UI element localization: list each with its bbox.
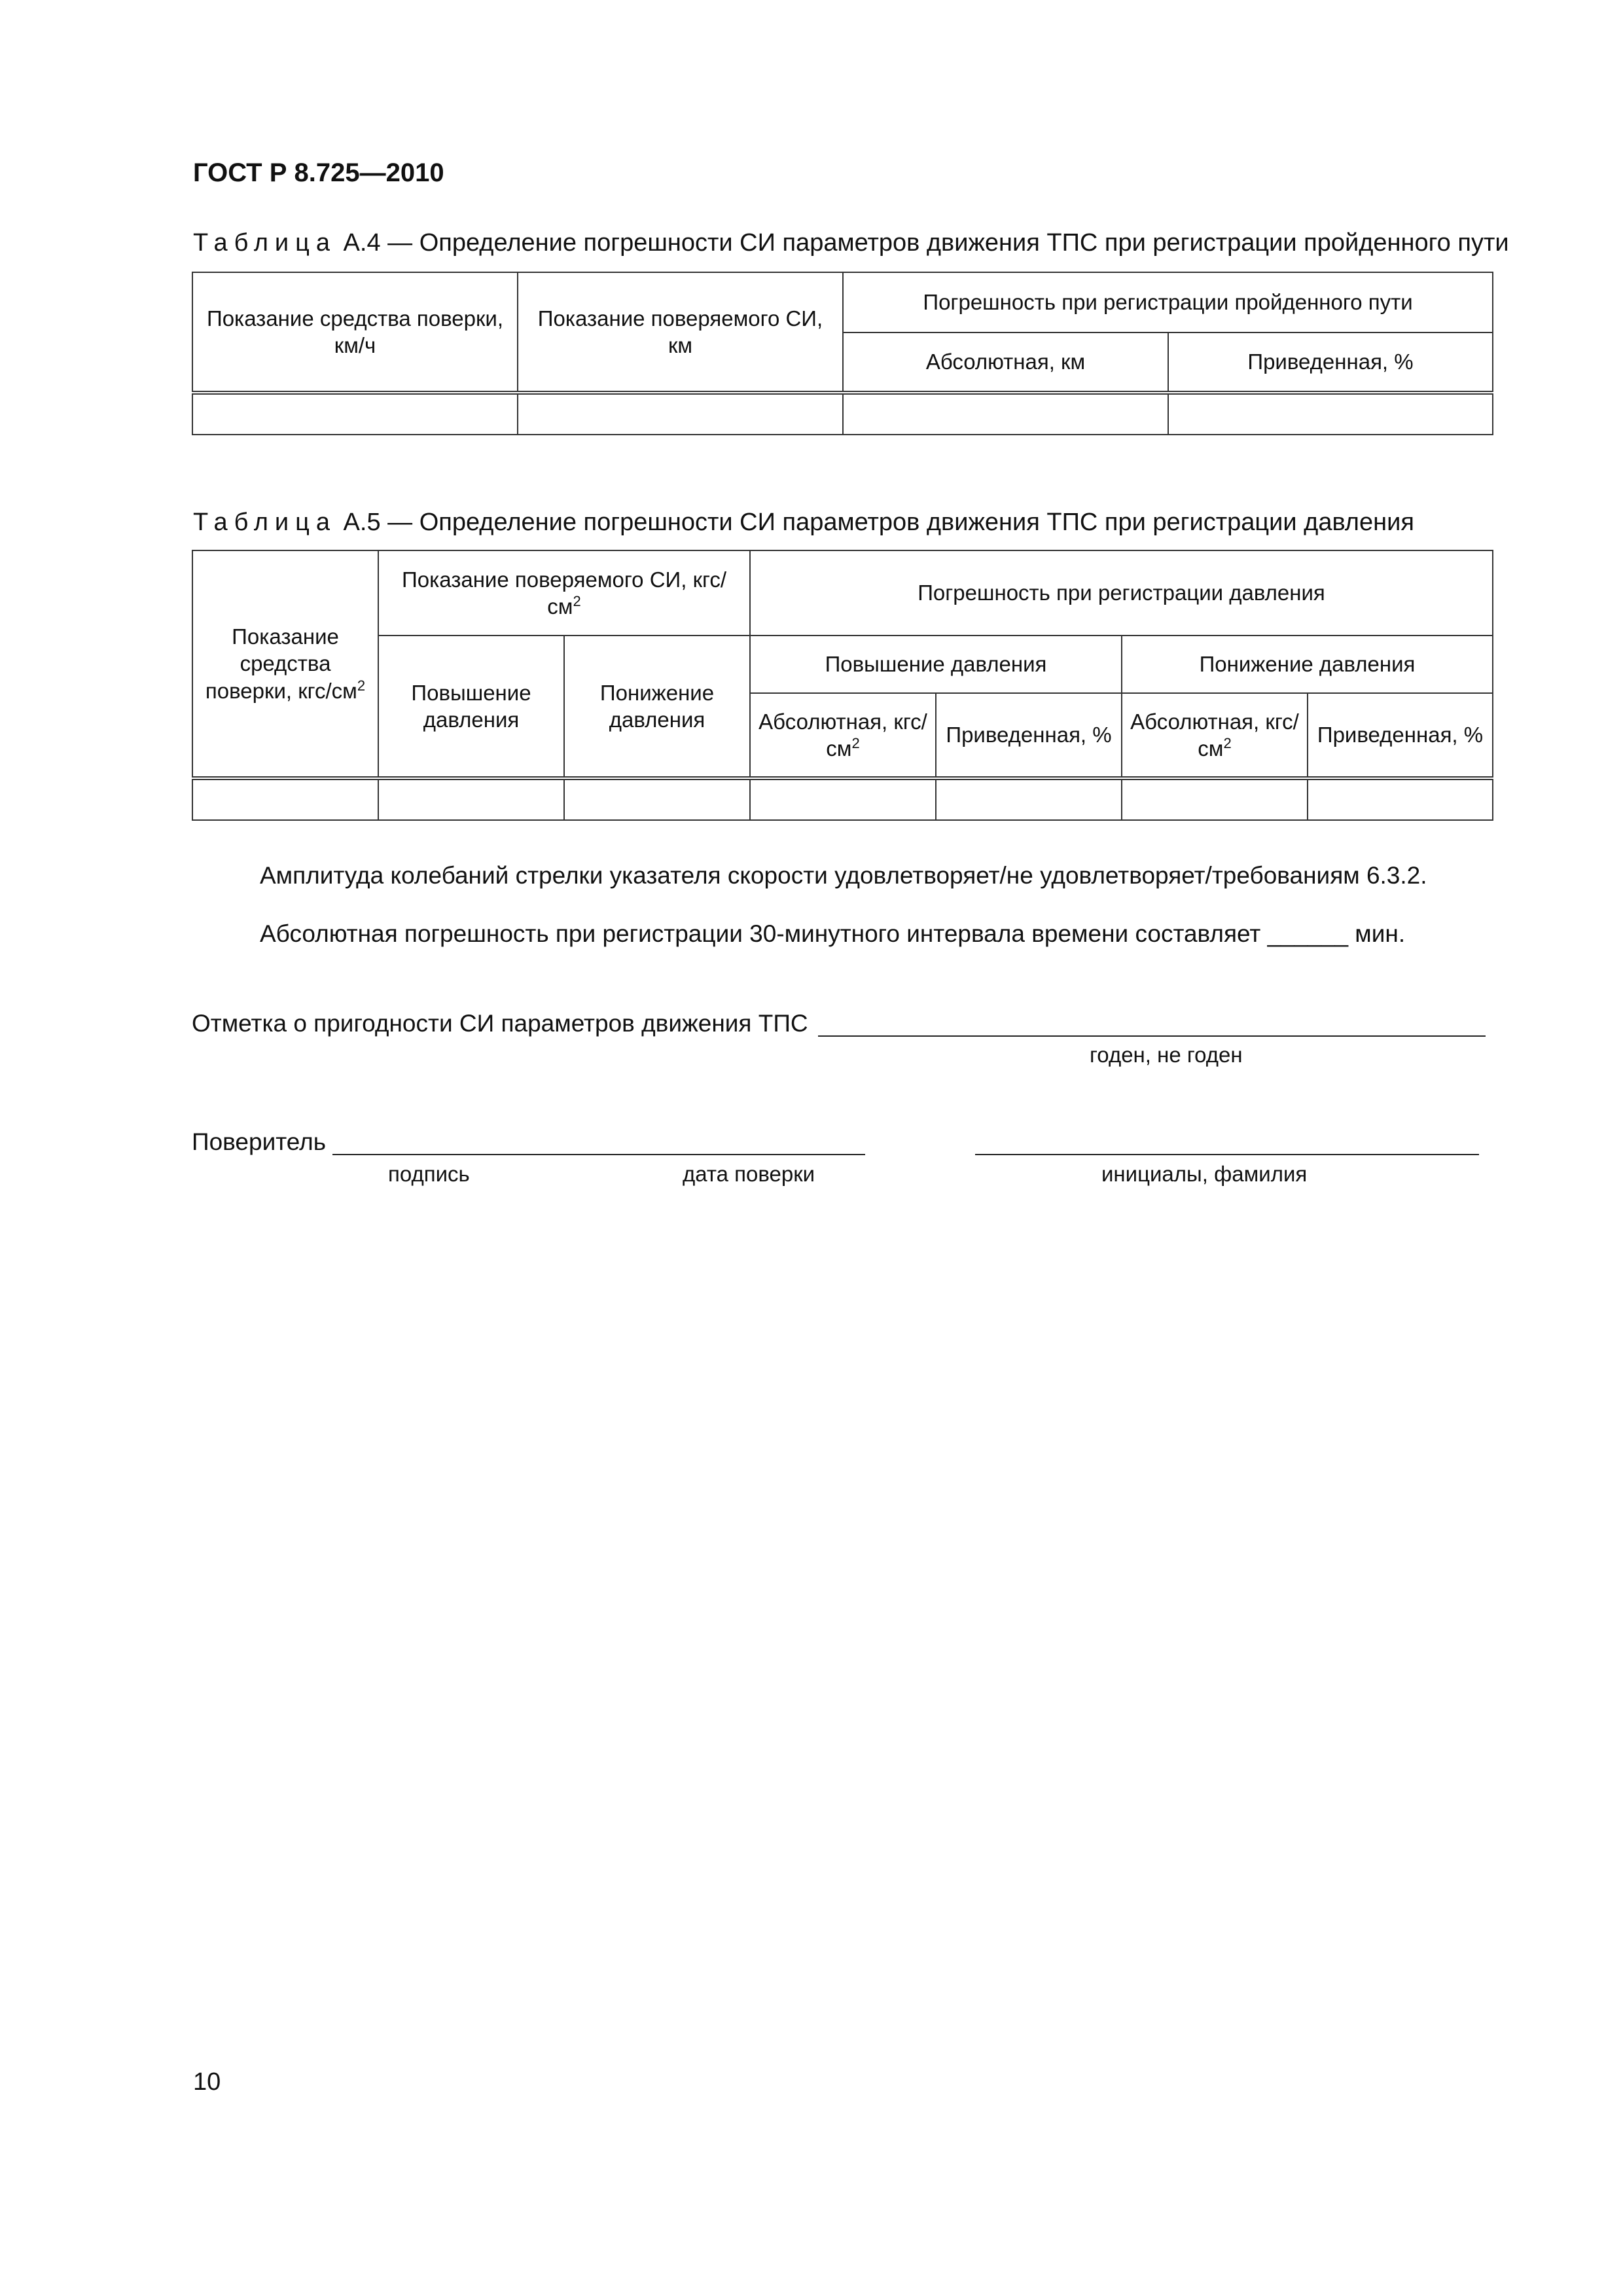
table-a4-col-error-group: Погрешность при регистрации пройденного пути [843, 272, 1493, 332]
table-a4-caption-text: А.4 — Определение погрешности СИ параметров движения ТПС при регистрации пройденного пути [336, 229, 1509, 257]
table-a5-col-up-relative: Приведенная, % [936, 693, 1122, 778]
table-a5-col-error-group: Погрешность при регистрации давления [750, 550, 1493, 636]
verifier-name-line [975, 1154, 1479, 1155]
table-a5-col-down-absolute: Абсолютная, кгс/$см^2$ [1122, 693, 1308, 778]
table-a5-col-reference: Показание средства поверки, кгс/$см^2$ [192, 550, 378, 778]
table-a5-cell [750, 778, 936, 820]
date-hint: дата поверки [683, 1162, 815, 1186]
table-a4-cell [192, 393, 518, 435]
table-a5-col-verified-down: Понижение давления [564, 636, 750, 778]
table-a4-col-relative: Приведенная, % [1168, 332, 1493, 393]
suitability-hint: годен, не годен [1090, 1043, 1243, 1067]
table-a4-col-reference: Показание средства поверки, км/ч [192, 272, 518, 393]
table-a5-cell [936, 778, 1122, 820]
table-a5 [192, 550, 1493, 821]
table-a4-cell [843, 393, 1168, 435]
page-number: 10 [193, 2068, 221, 2096]
verifier-signature-line [332, 1154, 865, 1155]
table-a5-cell [378, 778, 564, 820]
table-a5-cell [1308, 778, 1493, 820]
suitability-label: Отметка о пригодности СИ параметров движения ТПС [192, 1010, 808, 1037]
table-a4-col-absolute: Абсолютная, км [843, 332, 1168, 393]
amplitude-paragraph: Амплитуда колебаний стрелки указателя скорости удовлетворяет/не удовлетворяет/требованиям 6.3.2. [260, 862, 1427, 889]
table-a5-caption-label: Таблица [193, 509, 336, 536]
table-a5-caption [193, 509, 1414, 537]
table-a5-caption-text: А.5 — Определение погрешности СИ параметров движения ТПС при регистрации давления [336, 509, 1414, 536]
table-a5-col-up-absolute: Абсолютная, кгс/$см^2$ [750, 693, 936, 778]
table-a5-col-verified-group: Показание поверяемого СИ, кгс/$см^2$ [378, 550, 750, 636]
table-a5-col-down-relative: Приведенная, % [1308, 693, 1493, 778]
table-a5-cell [564, 778, 750, 820]
interval-paragraph: Абсолютная погрешность при регистрации 30-минутного интервала времени составляет ______ мин. [260, 920, 1406, 947]
table-a5-cell [192, 778, 378, 820]
verifier-label: Поверитель [192, 1128, 326, 1155]
document-header: ГОСТ Р 8.725—2010 [193, 158, 444, 187]
table-a4-caption-label: Таблица [193, 229, 336, 257]
name-hint: инициалы, фамилия [1101, 1162, 1308, 1186]
table-a5-col-verified-up: Повышение давления [378, 636, 564, 778]
suitability-blank-line [818, 1035, 1486, 1037]
table-a4-col-verified: Показание поверяемого СИ, км [518, 272, 843, 393]
table-a4-cell [518, 393, 843, 435]
table-a4 [192, 272, 1493, 435]
table-a5-cell [1122, 778, 1308, 820]
signature-hint: подпись [388, 1162, 470, 1186]
table-a5-col-error-up: Повышение давления [750, 636, 1122, 693]
table-a5-col-error-down: Понижение давления [1122, 636, 1493, 693]
table-a4-cell [1168, 393, 1493, 435]
table-a4-caption [193, 229, 1509, 257]
